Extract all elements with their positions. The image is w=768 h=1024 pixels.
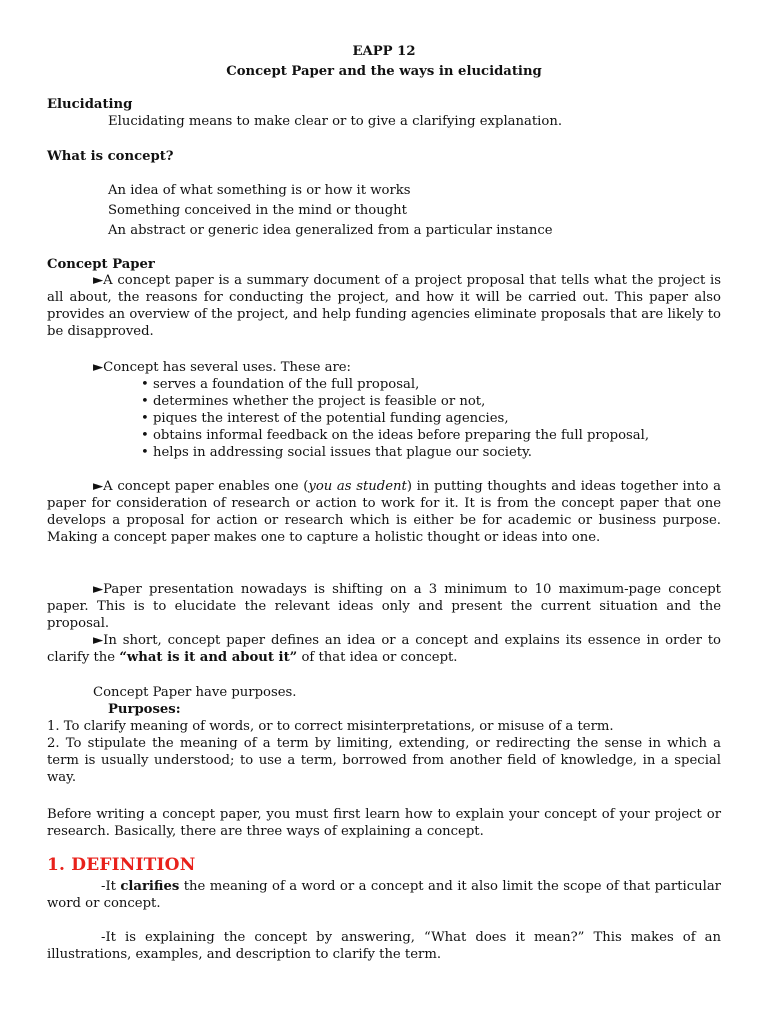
list-item: • helps in addressing social issues that plague our society. [141, 444, 649, 461]
elucidating-heading: Elucidating [47, 97, 133, 112]
list-item: • determines whether the project is feasible or not, [141, 393, 649, 410]
list-item: 2. To stipulate the meaning of a term by limiting, extending, or redirecting the sense in which a term is usually understood; to use a term, borrowed from another field of knowledge, in a special way. [47, 736, 721, 785]
concept-item: Something conceived in the mind or thought [108, 203, 407, 218]
concept-paper-paragraph-3: ►Paper presentation nowadays is shifting on a 3 minimum to 10 maximum-page concept paper. This is to elucidate the relevant ideas only and present the current situation and the proposal. [47, 582, 721, 631]
elucidating-text: Elucidating means to make clear or to give a clarifying explanation. [108, 114, 563, 129]
definition-paragraph-1: -It clarifies the meaning of a word or a concept and it also limit the scope of that particular word or concept. [47, 879, 721, 911]
concept-item: An idea of what something is or how it works [108, 183, 411, 198]
course-title: EAPP 12 [352, 44, 416, 59]
concept-heading: What is concept? [47, 149, 174, 164]
before-writing-paragraph: Before writing a concept paper, you must first learn how to explain your concept of your project or research. Basically, there are three ways of explaining a concept. [47, 807, 721, 839]
concept-paper-paragraph-4: ►In short, concept paper defines an idea or a concept and explains its essence in order to clarify the “what is it and about it” of that idea or concept. [47, 633, 721, 665]
purposes-heading: Purposes: [108, 702, 181, 717]
list-item: • piques the interest of the potential funding agencies, [141, 410, 649, 427]
concept-paper-paragraph-1: ►A concept paper is a summary document of a project proposal that tells what the project is all about, the reasons for conducting the project, and how it will be carried out. This paper also provides an overview of the project, and help funding agencies eliminate proposals that are likely to be disapproved. [47, 273, 721, 339]
concept-paper-heading: Concept Paper [47, 257, 155, 272]
document-title: Concept Paper and the ways in elucidating [226, 64, 542, 79]
uses-intro: ►Concept has several uses. These are: [93, 360, 351, 375]
list-item: • serves a foundation of the full proposal, [141, 376, 649, 393]
concept-item: An abstract or generic idea generalized from a particular instance [108, 223, 553, 238]
list-item: 1. To clarify meaning of words, or to correct misinterpretations, or misuse of a term. [47, 719, 614, 734]
definition-heading: 1. DEFINITION [47, 855, 196, 875]
list-item: • obtains informal feedback on the ideas before preparing the full proposal, [141, 427, 649, 444]
concept-paper-paragraph-2: ►A concept paper enables one (you as student) in putting thoughts and ideas together into a paper for consideration of research or action to work for it. It is from the concept paper that one develops a proposal for action or research which is either be for academic or business purpose. Making a concept paper makes one to capture a holistic thought or ideas into one. [47, 479, 721, 545]
definition-paragraph-2: -It is explaining the concept by answering, “What does it mean?” This makes of an illustrations, examples, and description to clarify the term. [47, 930, 721, 962]
uses-list [141, 376, 649, 461]
purposes-list [47, 718, 721, 786]
purposes-intro: Concept Paper have purposes. [93, 685, 297, 700]
concept-list [108, 181, 553, 241]
